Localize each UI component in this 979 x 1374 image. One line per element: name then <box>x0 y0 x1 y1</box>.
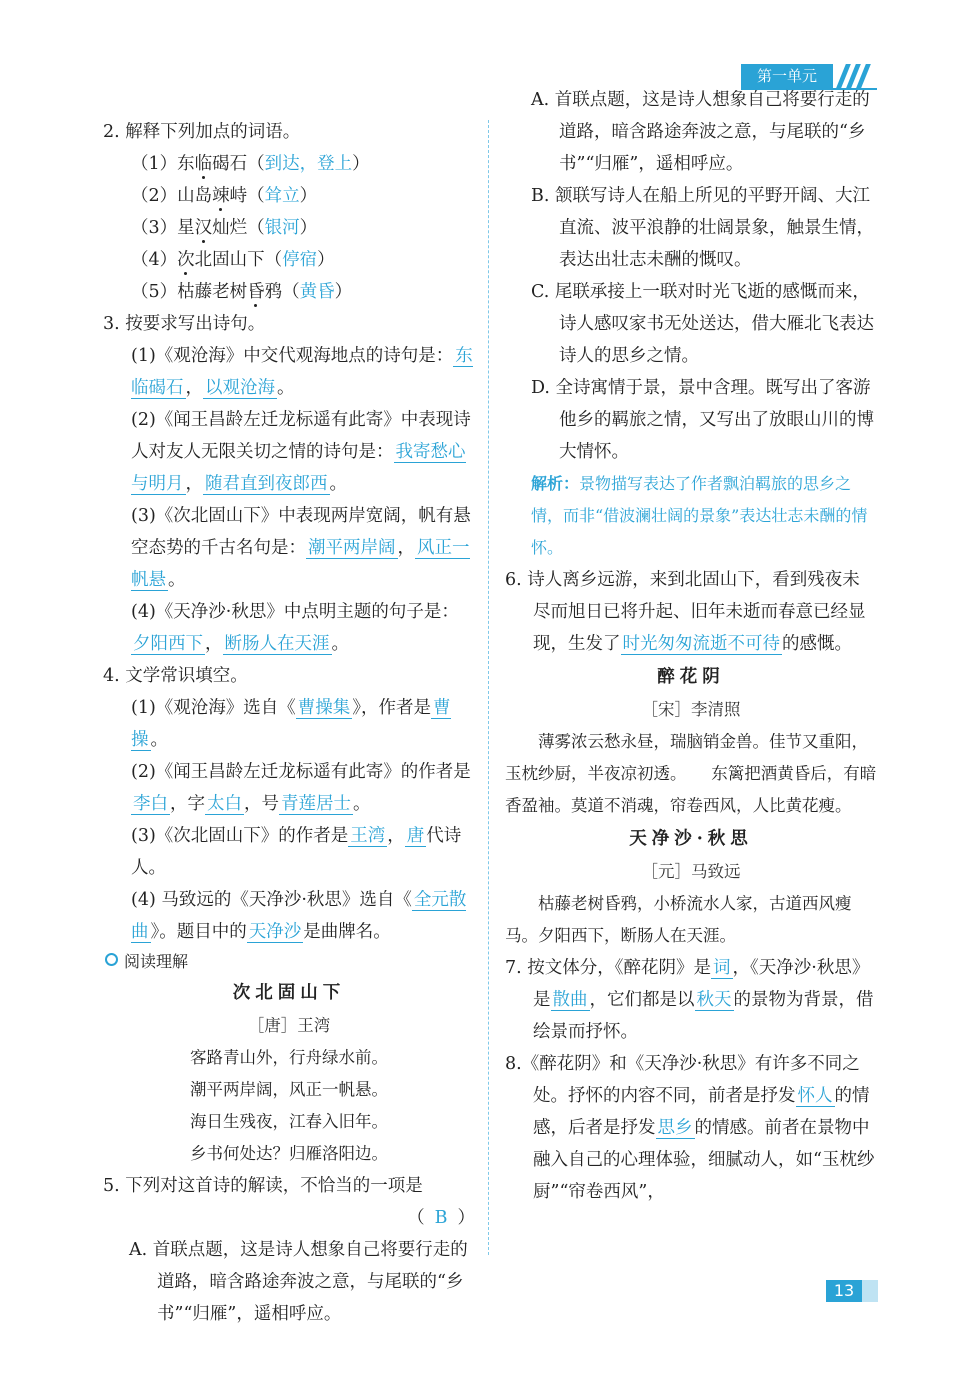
q3-stem: 3. 按要求写出诗句。 <box>103 314 266 334</box>
section-title: 阅读理解 <box>103 948 475 976</box>
answer: 曹操 <box>131 698 451 750</box>
q7: 7. 按文体分，《醉花阴》是 词 ，《天净沙·秋思》是 散曲 ，它们都是以 秋天 的景物为背景，借绘景而抒怀。 <box>505 958 874 1042</box>
answer: 王湾 <box>350 826 386 846</box>
q4-sub: (1)《观沧海》选自《 曹操集 》，作者是 曹操 。 <box>131 698 451 750</box>
poem-line: 客路青山外，行舟绿水前。 <box>190 1048 388 1067</box>
q6: 6. 诗人离乡远游，来到北固山下，看到残夜未尽而旭日已将升起、旧年未逝而春意已经显现，生发了 时光匆匆流逝不可待 的感慨。 <box>505 570 866 654</box>
answer: 银河 <box>264 218 300 238</box>
answer: 唐 <box>406 826 425 846</box>
answer: 太白 <box>207 794 242 814</box>
answer: 以观沧海 <box>205 378 275 398</box>
q2-item: （4）次北固山下（停宿） <box>131 250 335 270</box>
answer: 停宿 <box>282 250 318 270</box>
q5-analysis: 解析：景物描写表达了作者飘泊羁旅的思乡之情，而非“借波澜壮阔的景象”表达壮志未酬的情怀。 <box>531 474 868 557</box>
q4-sub: (2)《闻王昌龄左迁龙标遥有此寄》的作者是李白 ，字 太白 ，号 青莲居士 。 <box>131 762 471 814</box>
poem-line: 乡书何处达？归雁洛阳边。 <box>190 1144 388 1163</box>
poem-author: ［元］马致远 <box>641 862 741 881</box>
poem-author: ［唐］王湾 <box>247 1016 331 1035</box>
answer: 随君直到夜郎西 <box>205 474 328 494</box>
q4-sub: (3)《次北固山下》的作者是 王湾 ， 唐 代诗人。 <box>131 826 462 878</box>
poem-author: ［宋］李清照 <box>641 700 741 719</box>
q4-stem: 4. 文学常识填空。 <box>103 666 248 686</box>
q2-stem: 2. 解释下列加点的词语。 <box>103 122 301 142</box>
answer: 东临碣石 <box>131 346 473 398</box>
answer: 夕阳西下 <box>133 634 203 654</box>
q3-sub: (2)《闻王昌龄左迁龙标遥有此寄》中表现诗人对友人无限关切之情的诗句是： 我寄愁心与明月 ， 随君直到夜郎西 。 <box>131 410 471 494</box>
answer: 怀人 <box>797 1086 833 1106</box>
answer: 时光匆匆流逝不可待 <box>622 634 780 654</box>
q5-option-b: B. 颔联写诗人在船上所见的平野开阔、大江直流、波平浪静的壮阔景象，触景生情，表达出壮志未酬的慨叹。 <box>531 186 874 270</box>
answer: 断肠人在天涯 <box>224 634 330 654</box>
q5-option-a: A. 首联点题，这是诗人想象自己将要行走的道路，暗含路途奔波之意，与尾联的“乡书”“归雁”，遥相呼应。 <box>129 1240 468 1324</box>
answer: 到达，登上 <box>264 154 353 174</box>
answer: 潮平两岸阔 <box>308 538 396 558</box>
answer: 词 <box>713 958 731 978</box>
q5-answer: （ B ） <box>407 1208 475 1228</box>
q5-stem: 5. 下列对这首诗的解读，不恰当的一项是 <box>103 1176 423 1196</box>
q5-option-c: C. 尾联承接上一联对时光飞逝的感慨而来，诗人感叹家书无处送达，借大雁北飞表达诗人的思乡之情。 <box>531 282 874 366</box>
q2-item: （3）星汉灿烂（银河） <box>131 218 318 238</box>
answer: 天净沙 <box>248 922 302 942</box>
q2-item: （1）东临碣石（到达，登上） <box>131 154 370 174</box>
answer: 全元散曲 <box>131 890 467 942</box>
column-divider <box>488 120 489 1255</box>
q4-sub: (4) 马致远的《天净沙·秋思》选自《 全元散曲 》。题目中的 天净沙 是曲牌名。 <box>131 890 467 942</box>
poem-title: 天净沙·秋思 <box>629 829 753 849</box>
answer: 风正一帆悬 <box>131 538 470 590</box>
q3-sub: (4)《天净沙·秋思》中点明主题的句子是：夕阳西下 ， 断肠人在天涯 。 <box>131 602 459 654</box>
poem-title: 次北固山下 <box>232 983 346 1003</box>
answer: 黄昏 <box>299 282 335 302</box>
q3-sub: (1)《观沧海》中交代观海地点的诗句是： 东临碣石 ， 以观沧海 。 <box>131 346 473 398</box>
q2-item: （5）枯藤老树昏鸦（黄昏） <box>131 282 353 302</box>
poem-title: 醉花阴 <box>657 667 725 687</box>
answer: 青莲居士 <box>281 794 351 814</box>
q8: 8.《醉花阴》和《天净沙·秋思》有许多不同之处。抒怀的内容不同，前者是抒发 怀人 的情感，后者是抒发 思乡 的情感。前者在景物中融入自己的心理体验，细腻动人，如“玉枕纱厨”“帘卷西风”， <box>505 1054 875 1202</box>
answer: 耸立 <box>264 186 300 206</box>
poem-text: 枯藤老树昏鸦，小桥流水人家，古道西风瘦马。夕阳西下，断肠人在天涯。 <box>505 894 852 945</box>
page-number-tail <box>862 1280 878 1302</box>
poem-line: 海日生残夜，江春入旧年。 <box>190 1112 388 1131</box>
answer: 散曲 <box>552 990 588 1010</box>
left-column <box>103 116 475 1324</box>
unit-tab: 第一单元 <box>741 64 833 88</box>
page-number: 13 <box>826 1280 862 1302</box>
poem-line: 潮平两岸阔，风正一帆悬。 <box>190 1080 388 1099</box>
q3-sub: (3)《次北固山下》中表现两岸宽阔，帆有悬空态势的千古名句是： 潮平两岸阔 ， 风正一帆悬 。 <box>131 506 471 590</box>
answer: 李白 <box>133 794 168 814</box>
answer: 思乡 <box>657 1118 693 1138</box>
poem-text: 薄雾浓云愁永昼，瑞脑销金兽。佳节又重阳，玉枕纱厨，半夜凉初透。 东篱把酒黄昏后，有暗香盈袖。莫道不消魂，帘卷西风，人比黄花瘦。 <box>505 732 877 815</box>
answer: 秋天 <box>696 990 732 1010</box>
q5-option-d: D. 全诗寓情于景，景中含理。既写出了客游他乡的羁旅之情，又写出了放眼山川的博大情怀。 <box>531 378 874 462</box>
answer: B <box>434 1208 448 1228</box>
answer: 曹操集 <box>297 698 351 718</box>
q5-option-a-cont: A. 首联点题，这是诗人想象自己将要行走的道路，暗含路途奔波之意，与尾联的“乡书”“归雁”，遥相呼应。 <box>531 90 870 174</box>
q2-item: （2）山岛竦峙（耸立） <box>131 186 318 206</box>
right-column <box>505 90 877 1208</box>
answer: 我寄愁心与明月 <box>131 442 466 494</box>
circle-bullet-icon <box>105 953 118 966</box>
